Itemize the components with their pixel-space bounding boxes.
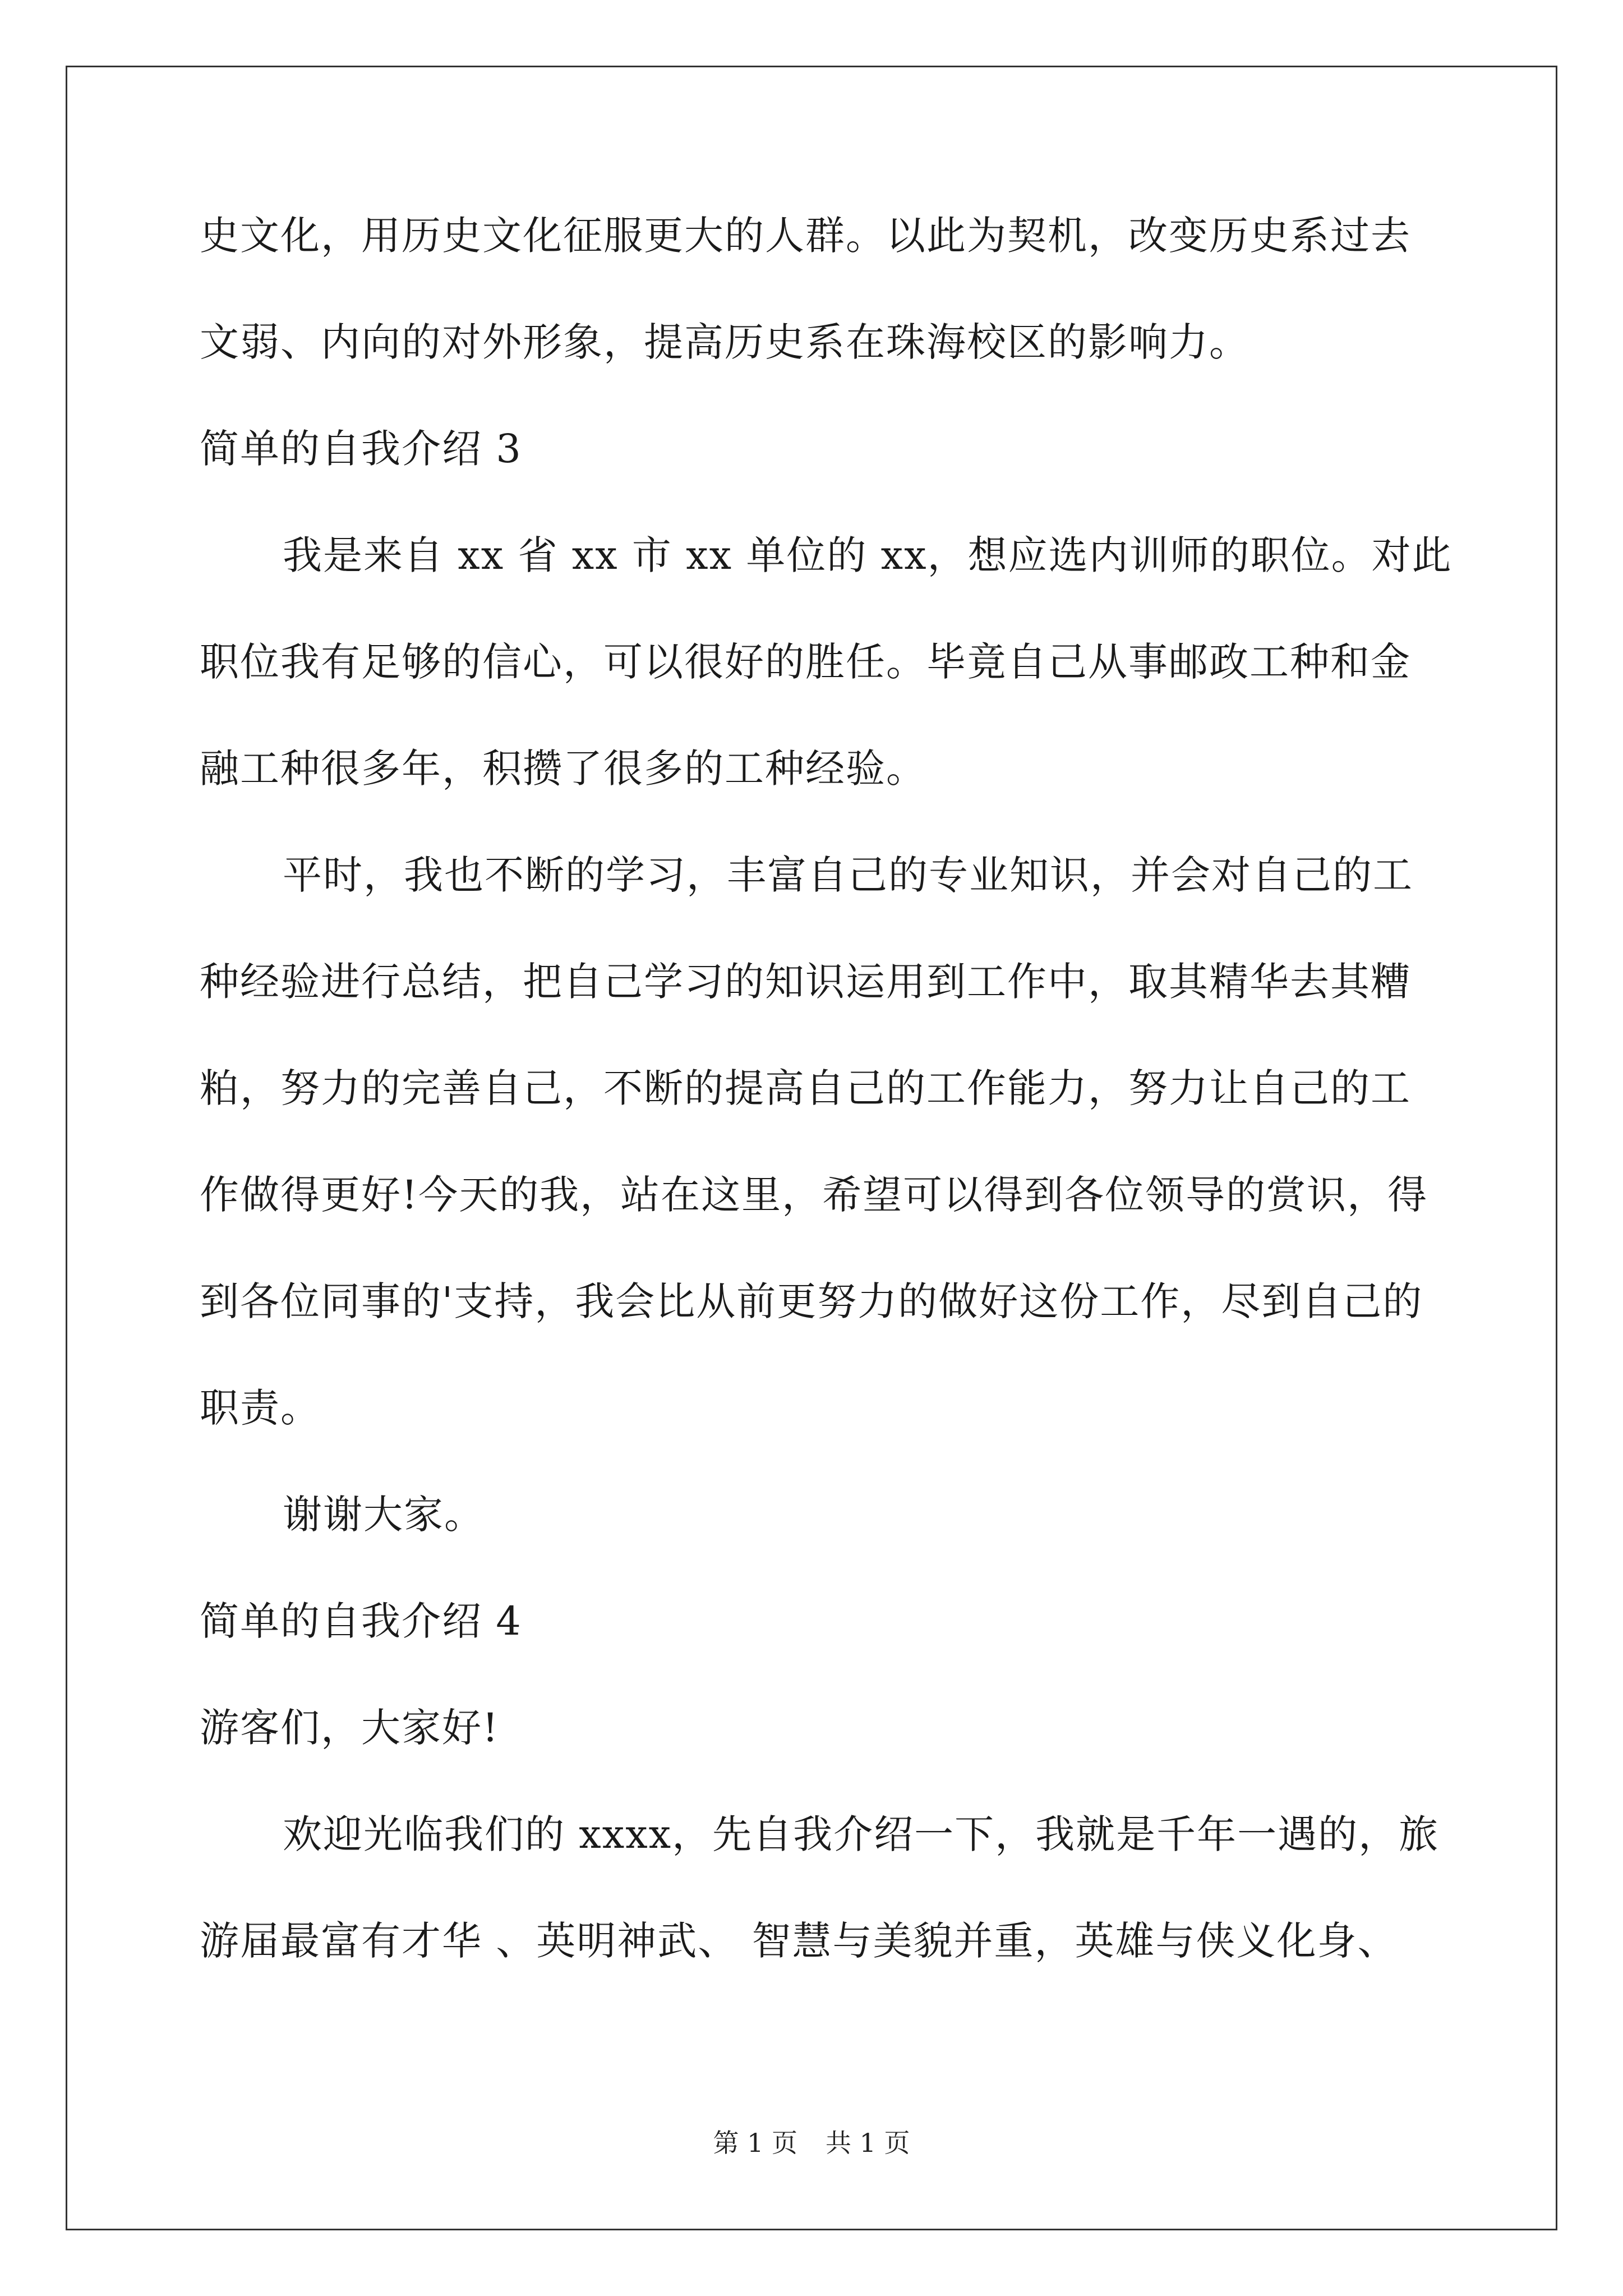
text-line: 平时，我也不断的学习，丰富自己的专业知识，并会对自己的工 — [283, 852, 1413, 898]
page-number: 第 1 页 — [713, 2128, 797, 2158]
text-line: 谢谢大家。 — [283, 1492, 485, 1538]
text-line: 游届最富有才华 、英明神武、 智慧与美貌并重，英雄与侠义化身、 — [200, 1918, 1398, 1964]
text-line: 我是来自 xx 省 xx 市 xx 单位的 xx，想应选内训师的职位。对此 — [283, 532, 1453, 578]
page-footer — [0, 2127, 1623, 2159]
page-total: 共 1 页 — [826, 2128, 910, 2158]
document-body — [200, 213, 1453, 2025]
text-line: 职责。 — [200, 1385, 321, 1431]
text-line: 粕，努力的完善自己，不断的提高自己的工作能力，努力让自己的工 — [200, 1065, 1411, 1111]
text-line: 作做得更好!今天的我，站在这里，希望可以得到各位领导的赏识，得 — [200, 1172, 1428, 1218]
text-line: 游客们，大家好! — [200, 1705, 500, 1751]
text-line: 职位我有足够的信心，可以很好的胜任。毕竟自己从事邮政工种和金 — [200, 639, 1411, 685]
text-line: 融工种很多年，积攒了很多的工种经验。 — [200, 746, 926, 792]
text-line: 欢迎光临我们的 xxxx，先自我介绍一下，我就是千年一遇的，旅 — [283, 1811, 1440, 1857]
section-heading: 简单的自我介绍 4 — [200, 1598, 522, 1644]
text-line: 到各位同事的'支持，我会比从前更努力的做好这份工作，尽到自己的 — [200, 1278, 1423, 1324]
text-line: 文弱、内向的对外形象，提高历史系在珠海校区的影响力。 — [200, 319, 1249, 365]
section-heading: 简单的自我介绍 3 — [200, 426, 522, 472]
text-line: 史文化，用历史文化征服更大的人群。以此为契机，改变历史系过去 — [200, 213, 1411, 259]
text-line: 种经验进行总结，把自己学习的知识运用到工作中，取其精华去其糟 — [200, 959, 1411, 1005]
